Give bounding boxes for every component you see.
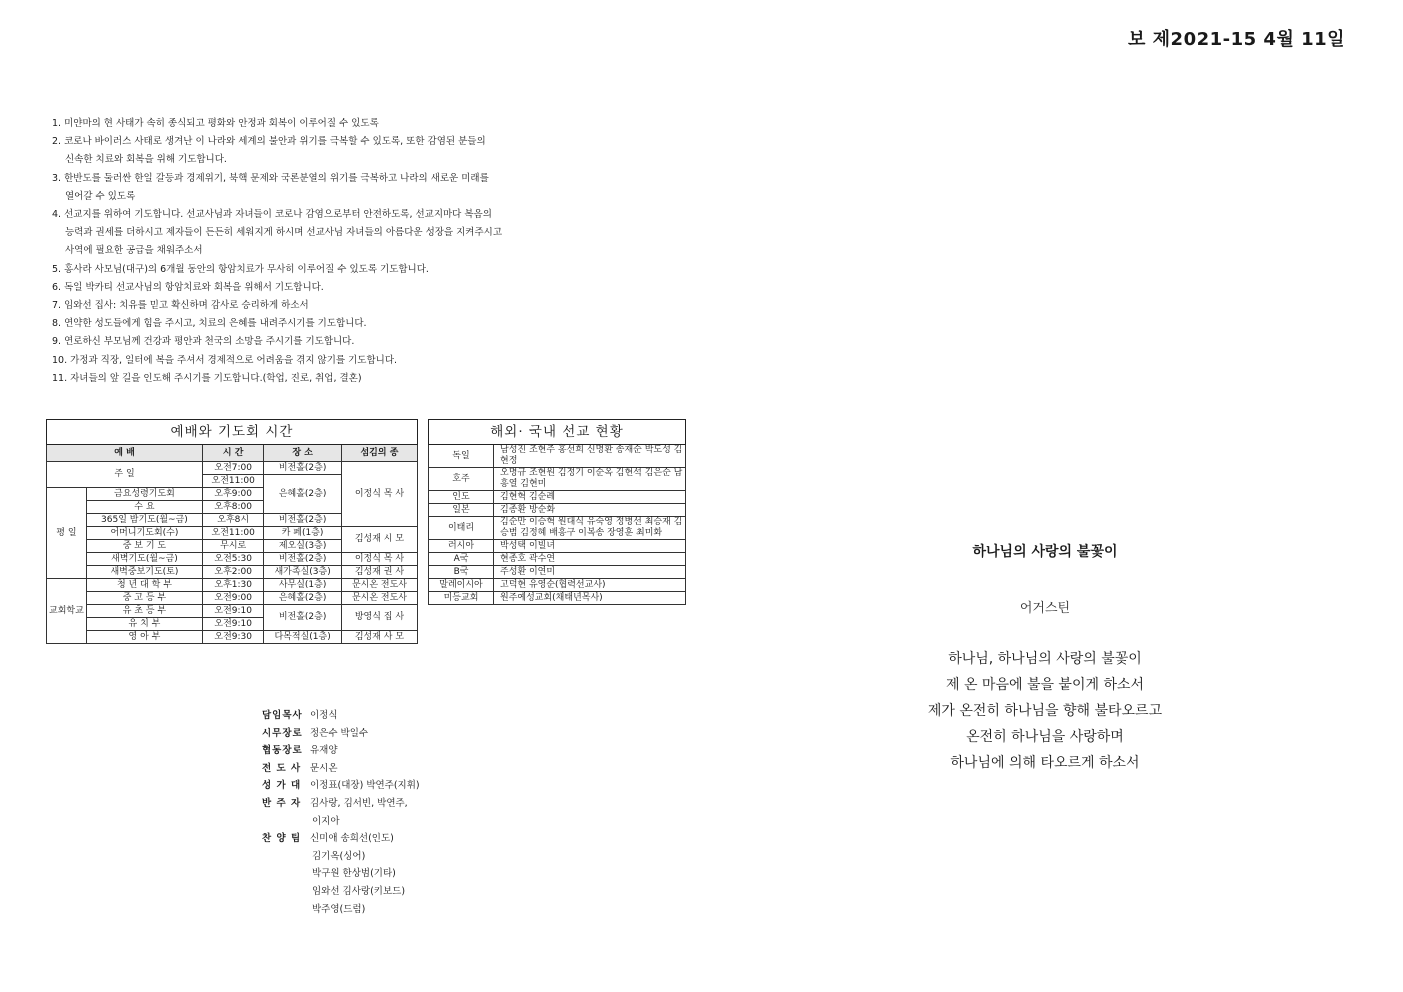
staff-names: 박구원 한상범(기타) <box>312 868 396 880</box>
leader-cell: 이정식 목 사 <box>341 553 417 566</box>
place-cell: 비전홀(2층) <box>264 605 342 631</box>
mission-names: 김종환 방순화 <box>494 504 686 517</box>
prayer-line: 사역에 필요한 공급을 채워주소서 <box>65 245 203 257</box>
staff-row <box>262 707 420 725</box>
place-cell: 은혜홀(2층) <box>264 475 342 514</box>
leader-cell: 문시온 전도사 <box>341 579 417 592</box>
staff-names: 이정식 <box>310 710 338 721</box>
time-cell: 오후8시 <box>203 514 264 527</box>
mission-row <box>429 445 686 468</box>
staff-names: 김기옥(싱어) <box>312 850 366 862</box>
leader-cell: 김성재 사 모 <box>341 631 417 644</box>
mission-row <box>429 553 686 566</box>
mission-country: 독일 <box>429 445 494 468</box>
staff-row <box>262 777 420 795</box>
col-header-leader: 섬김의 종 <box>341 445 417 462</box>
staff-row <box>262 865 420 883</box>
poem-line: 제가 온전히 하나님을 향해 불타오르고 <box>927 703 1163 719</box>
prayer-line: 10. 가정과 직장, 일터에 복을 주셔서 경제적으로 어려움을 겪지 않기를 기도합니다. <box>52 354 398 366</box>
mission-table-title: 해외· 국내 선교 현황 <box>429 420 686 445</box>
time-cell: 오전9:30 <box>203 631 264 644</box>
prayer-line: 능력과 권세를 더하시고 제자들이 든든히 세워지게 하시며 선교사님 자녀들의 아름다운 성장을 지켜주시고 <box>65 227 503 239</box>
mission-country: 이태리 <box>429 517 494 540</box>
worship-table-title: 예배와 기도회 시간 <box>47 420 418 445</box>
poem-lines <box>880 646 1210 776</box>
service-cell: 365일 밤기도(월~금) <box>86 514 202 527</box>
sunday-service: 주 일 <box>47 462 203 488</box>
time-cell: 오전11:00 <box>203 475 264 488</box>
time-cell: 오후2:00 <box>203 566 264 579</box>
prayer-line: 6. 독일 박카티 선교사님의 항암치료와 회복을 위해서 기도합니다. <box>52 281 324 293</box>
place-cell: 비전홀(2층) <box>264 553 342 566</box>
time-cell: 오전9:00 <box>203 592 264 605</box>
staff-role: 담임목사 <box>262 710 303 721</box>
staff-row <box>262 901 420 919</box>
mission-names: 박성택 이빌녀 <box>494 540 686 553</box>
prayer-line: 신속한 치료와 회복을 위해 기도합니다. <box>65 154 227 166</box>
service-cell: 청 년 대 학 부 <box>86 579 202 592</box>
mission-row <box>429 504 686 517</box>
service-cell: 중 보 기 도 <box>86 540 202 553</box>
mission-names: 김현혁 김순례 <box>494 491 686 504</box>
staff-names: 문시온 <box>310 762 338 774</box>
weekday-label: 평 일 <box>47 488 87 579</box>
staff-names: 김사랑, 김서빈, 박연주, <box>310 797 408 809</box>
leader-cell: 김성재 시 모 <box>341 527 417 553</box>
worship-schedule-table <box>46 419 418 644</box>
mission-names: 주성환 이연미 <box>494 566 686 579</box>
mission-names: 현종호 곽수연 <box>494 553 686 566</box>
col-header-service: 예 배 <box>47 445 203 462</box>
prayer-list <box>52 115 572 388</box>
place-cell: 사무실(1층) <box>264 579 342 592</box>
staff-names: 정은수 박일수 <box>310 727 369 739</box>
staff-role: 시무장로 <box>262 727 303 739</box>
staff-role: 찬 양 팀 <box>262 833 302 845</box>
mission-row <box>429 566 686 579</box>
service-cell: 유 치 부 <box>86 618 202 631</box>
col-header-time: 시 간 <box>203 445 264 462</box>
place-cell: 다목적실(1층) <box>264 631 342 644</box>
mission-country: 미등교회 <box>429 592 494 605</box>
service-cell: 중 고 등 부 <box>86 592 202 605</box>
mission-names: 남성진 조현주 홍선희 신명환 송재순 박도성 김현정 <box>494 445 686 468</box>
mission-row <box>429 468 686 491</box>
place-cell: 비전홀(2층) <box>264 462 342 475</box>
service-cell: 영 아 부 <box>86 631 202 644</box>
staff-row <box>262 795 420 813</box>
service-cell: 새벽기도(월~금) <box>86 553 202 566</box>
service-cell: 수 요 <box>86 501 202 514</box>
mission-country: 일본 <box>429 504 494 517</box>
mission-row <box>429 517 686 540</box>
poem-line: 제 온 마음에 불을 붙이게 하소서 <box>945 677 1145 693</box>
staff-role: 협동장로 <box>262 745 303 757</box>
mission-country: 호주 <box>429 468 494 491</box>
prayer-line: 2. 코로나 바이러스 사태로 생겨난 이 나라와 세계의 불안과 위기를 극복할 수 있도록, 또한 감염된 분들의 <box>52 136 486 148</box>
prayer-line: 3. 한반도를 둘러싼 한일 갈등과 경제위기, 북핵 문제와 국론분열의 위기를 극복하고 나라의 새로운 미래를 <box>52 172 489 184</box>
staff-names: 박주영(드럼) <box>312 903 366 915</box>
place-cell: 새가족실(3층) <box>264 566 342 579</box>
service-cell: 어머니기도회(수) <box>86 527 202 540</box>
mission-row <box>429 540 686 553</box>
leader-cell: 이정식 목 사 <box>341 462 417 527</box>
poem-title: 하나님의 사랑의 불꽃이 <box>972 544 1118 560</box>
prayer-line: 11. 자녀들의 앞 길을 인도해 주시기를 기도합니다.(학업, 진로, 취업, 결혼) <box>52 372 362 384</box>
mission-names: 원주예성교회(채태년목사) <box>494 592 686 605</box>
mission-names: 고덕현 유영순(협력선교사) <box>494 579 686 592</box>
place-cell: 카 페(1층) <box>264 527 342 540</box>
staff-names: 이정표(대장) 박연주(지휘) <box>310 780 420 792</box>
time-cell: 오전11:00 <box>203 527 264 540</box>
place-cell: 제오실(3층) <box>264 540 342 553</box>
staff-names: 임와선 김사랑(키보드) <box>312 885 406 897</box>
prayer-line: 9. 연로하신 부모님께 건강과 평안과 천국의 소망을 주시기를 기도합니다. <box>52 336 355 348</box>
staff-names: 신미애 송희선(인도) <box>310 833 394 845</box>
prayer-line: 열어갈 수 있도록 <box>65 190 136 202</box>
mission-country: 인도 <box>429 491 494 504</box>
staff-row <box>262 742 420 760</box>
staff-role: 성 가 대 <box>262 780 302 792</box>
time-cell: 무시로 <box>203 540 264 553</box>
mission-country: 러시아 <box>429 540 494 553</box>
prayer-line: 8. 연약한 성도들에게 힘을 주시고, 치료의 은혜를 내려주시기를 기도합니다. <box>52 318 367 330</box>
poem-line: 온전히 하나님을 사랑하며 <box>966 729 1124 745</box>
staff-role: 반 주 자 <box>262 797 302 809</box>
leader-cell: 문시온 전도사 <box>341 592 417 605</box>
time-cell: 오후8:00 <box>203 501 264 514</box>
school-label: 교회학교 <box>47 579 87 644</box>
issue-number: 보 제2021-15 4월 11일 <box>1128 29 1346 50</box>
poem-line: 하나님, 하나님의 사랑의 불꽃이 <box>948 651 1142 667</box>
time-cell: 오후9:00 <box>203 488 264 501</box>
time-cell: 오후1:30 <box>203 579 264 592</box>
service-cell: 금요성령기도회 <box>86 488 202 501</box>
staff-row <box>262 760 420 778</box>
staff-list <box>262 707 420 918</box>
staff-role: 전 도 사 <box>262 762 302 774</box>
mission-country: B국 <box>429 566 494 579</box>
time-cell: 오전5:30 <box>203 553 264 566</box>
place-cell: 은혜홀(2층) <box>264 592 342 605</box>
time-cell: 오전7:00 <box>203 462 264 475</box>
service-cell: 유 초 등 부 <box>86 605 202 618</box>
prayer-line: 5. 홍사라 사모님(대구)의 6개월 동안의 항암치료가 무사히 이루어질 수 있도록 기도합니다. <box>52 263 429 275</box>
mission-row <box>429 579 686 592</box>
staff-row <box>262 813 420 831</box>
mission-names: 김순만 이승혁 원대식 유숙영 정병선 최승재 김승범 김정혜 배흥구 이복송 장영훈 최미화 <box>494 517 686 540</box>
staff-row <box>262 830 420 848</box>
poem <box>880 535 1210 776</box>
staff-names: 이지아 <box>312 815 340 827</box>
col-header-place: 장 소 <box>264 445 342 462</box>
mission-country: A국 <box>429 553 494 566</box>
leader-cell: 김성재 권 사 <box>341 566 417 579</box>
mission-country: 말레이시아 <box>429 579 494 592</box>
staff-row <box>262 725 420 743</box>
staff-row <box>262 883 420 901</box>
poem-line: 하나님에 의해 타오르게 하소서 <box>950 755 1140 771</box>
staff-row <box>262 848 420 866</box>
poem-author: 어거스틴 <box>1019 601 1071 616</box>
prayer-line: 7. 임와선 집사: 치유를 믿고 확신하며 감사로 승리하게 하소서 <box>52 300 309 312</box>
leader-cell: 방영식 집 사 <box>341 605 417 631</box>
prayer-line: 4. 선교지를 위하여 기도합니다. 선교사님과 자녀들이 코로나 감염으로부터 안전하도록, 선교지마다 복음의 <box>52 209 492 221</box>
time-cell: 오전9:10 <box>203 618 264 631</box>
mission-row <box>429 491 686 504</box>
mission-row <box>429 592 686 605</box>
prayer-line: 1. 미얀마의 현 사태가 속히 종식되고 평화와 안정과 회복이 이루어질 수 있도록 <box>52 118 379 129</box>
mission-names: 오명규 조현원 김정기 이순옥 김현석 김은순 남흥열 김현미 <box>494 468 686 491</box>
mission-status-table <box>428 419 686 605</box>
staff-names: 유재양 <box>310 745 338 757</box>
place-cell: 비전홀(2층) <box>264 514 342 527</box>
service-cell: 새벽중보기도(토) <box>86 566 202 579</box>
time-cell: 오전9:10 <box>203 605 264 618</box>
